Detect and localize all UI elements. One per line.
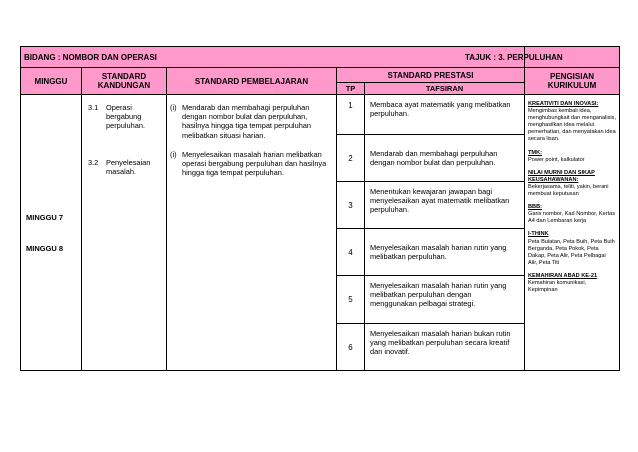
header-row (21, 47, 620, 68)
sk-num: 3.1 (88, 103, 99, 112)
kurikulum-title: BBB: (528, 204, 542, 211)
kurikulum-section (528, 273, 616, 294)
kurikulum-body: Kemahiran komunikasi, Kepimpinan (528, 279, 587, 294)
kurikulum-body: Mengimbas kembali idea, menghubungkait dan menganalisis, menghasilkan idea melalui pemerhatian, dan menyatakan idea secara lisan. (528, 108, 617, 143)
sp-text: Menyelesaikan masalah harian melibatkan operasi bergabung perpuluhan dan hasilnya hingga tiga tempat perpuluhan. (182, 149, 327, 178)
kurikulum-title: I-THINK (528, 231, 549, 238)
kurikulum-section (528, 231, 616, 266)
tafsiran-cell: Membaca ayat matematik yang melibatkan perpuluhan. (365, 95, 525, 135)
sp-num: (i) (170, 149, 177, 159)
sk-text: Penyelesaian masalah. (106, 157, 151, 176)
bidang-label: BIDANG : NOMBOR DAN OPERASI (21, 47, 525, 68)
sk-cell (82, 95, 167, 371)
sk-text: Operasi bergabung perpuluhan. (106, 103, 146, 131)
kurikulum-section (528, 170, 616, 198)
sp-cell (167, 95, 337, 371)
tafsiran-cell: Mendarab dan membahagi perpuluhan dengan nombor bulat dan perpuluhan. (365, 135, 525, 182)
tafsiran-cell: Menentukan kewajaran jawapan bagi menyelesaikan ayat matematik melibatkan perpuluhan. (365, 182, 525, 229)
kurikulum-title: KREATIVITI DAN INOVASI: (528, 101, 599, 107)
tp-cell: 5 (337, 276, 365, 324)
sp-text: Mendarab dan membahagi perpuluhan dengan nombor bulat dan perpuluhan, hasilnya hingga tiga tempat perpuluhan melibatkan situasi harian. (182, 103, 312, 140)
kurikulum-section (528, 204, 616, 225)
tajuk-label (465, 47, 620, 68)
table-row (21, 95, 620, 135)
sp-item (170, 103, 330, 140)
tp-cell: 2 (337, 135, 365, 182)
tp-cell: 1 (337, 95, 365, 135)
kurikulum-title: TMK: (528, 149, 542, 156)
sk-item (88, 158, 162, 176)
tajuk-text: TAJUK : 3. PERPULUHAN (465, 52, 563, 62)
tafsiran-cell: Menyelesaikan masalah harian rutin yang melibatkan perpuluhan. (365, 229, 525, 276)
minggu-header: MINGGU (21, 68, 82, 95)
tp-cell: 4 (337, 229, 365, 276)
column-header-row (21, 68, 620, 83)
kurikulum-body: Power point, kalkulator (528, 156, 585, 163)
kurikulum-section (528, 150, 616, 164)
tafsiran-header: TAFSIRAN (365, 83, 525, 95)
kurikulum-title: KEMAHIRAN ABAD KE-21 (528, 272, 598, 279)
tp-header: TP (337, 83, 365, 95)
sp-item (170, 150, 330, 178)
minggu-7: MINGGU 7 (26, 212, 64, 222)
tp-cell: 3 (337, 182, 365, 229)
tafsiran-cell: Menyelesaikan masalah harian bukan rutin yang melibatkan perpuluhan secara kreatif dan inovatif. (365, 324, 525, 371)
tafsiran-cell: Menyelesaikan masalah harian rutin yang melibatkan perpuluhan dengan menggunakan pelbagai strategi. (365, 276, 525, 324)
kurikulum-body: Garis nombor, Kad Nombor, Kertas A4 dan Lembaran kerja (528, 211, 616, 225)
kurikulum-header: PENGISIAN KURIKULUM (525, 68, 620, 95)
kurikulum-body: Bekerjasama, teliti, yakin, berani membuat keputusan (528, 183, 609, 198)
kurikulum-cell (525, 95, 620, 371)
kurikulum-body: Peta Bulatan, Peta Buih, Peta Buih Berganda, Peta Pokok, Peta Dakap, Peta Alir, Peta Pelbagai Alir, Peta Titi (528, 238, 615, 266)
sk-header: STANDARD KANDUNGAN (82, 68, 167, 95)
minggu-cell (21, 95, 82, 371)
lesson-plan-table (20, 46, 620, 371)
kurikulum-title: NILAI MURNI DAN SIKAP KEUSAHAWANAN: (528, 169, 595, 183)
minggu-8: MINGGU 8 (26, 243, 64, 253)
prestasi-header: STANDARD PRESTASI (337, 68, 525, 83)
sp-num: (i) (170, 103, 177, 112)
sk-num: 3.2 (88, 157, 99, 167)
sk-item (88, 103, 162, 131)
tp-cell: 6 (337, 324, 365, 371)
sp-header: STANDARD PEMBELAJARAN (167, 68, 337, 95)
kurikulum-section (528, 101, 616, 144)
